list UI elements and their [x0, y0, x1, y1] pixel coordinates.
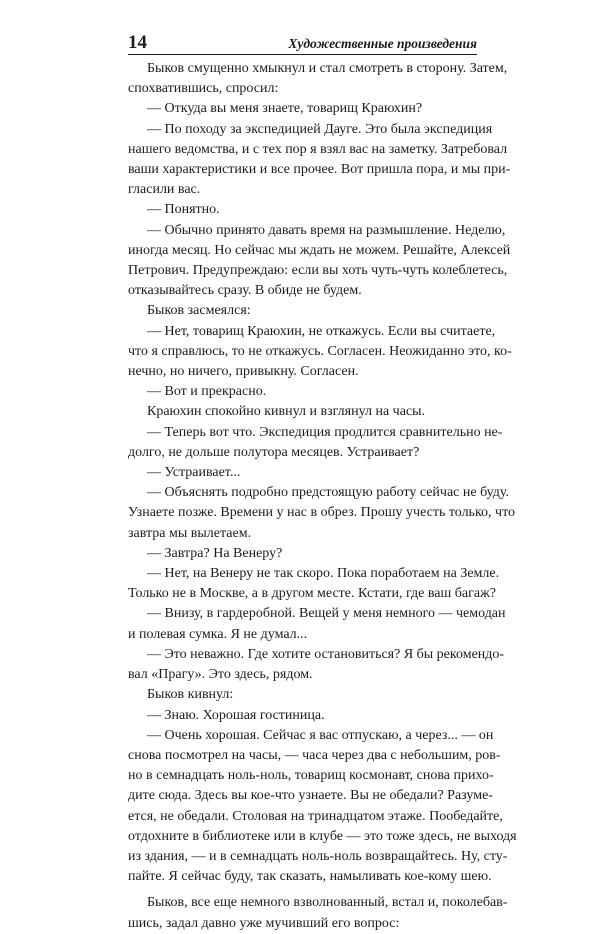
text-line: — Откуда вы меня знаете, товарищ Краюхин? [147, 101, 423, 117]
text-line: завтра мы вылетаем. [128, 525, 252, 541]
text-line: ется, не обедали. Столовая на тринадцатом этаже. Пообедайте, [128, 808, 503, 824]
text-line: из здания, — и в семнадцать ноль-ноль возвращайтесь. Ну, сту- [128, 848, 508, 864]
text-line: — Завтра? На Венеру? [147, 545, 283, 561]
page-number: 14 [128, 32, 147, 53]
text-line: Краюхин спокойно кивнул и взглянул на часы. [147, 404, 426, 420]
text-line: но в семнадцать ноль-ноль, товарищ космонавт, снова прихо- [128, 768, 494, 784]
text-line: — Понятно. [147, 202, 220, 218]
text-line: спохватившись, спросил: [128, 81, 279, 97]
text-line: — Теперь вот что. Экспедиция продлится сравнительно не- [147, 424, 503, 440]
text-line: — Это неважно. Где хотите остановиться? Я бы рекомендо- [147, 646, 505, 662]
text-line: Петрович. Предупреждаю: если вы хоть чуть-чуть колеблетесь, [128, 263, 508, 279]
text-line: вал «Прагу». Это здесь, рядом. [128, 667, 313, 683]
running-title: Художественные произведения [288, 36, 477, 51]
text-line: нечно, но ничего, привыкну. Согласен. [128, 364, 359, 380]
page-header [128, 32, 477, 55]
text-line: Только не в Москве, а в другом месте. Кстати, где ваш багаж? [128, 586, 496, 602]
text-line: долго, не дольше полутора месяцев. Устраивает? [128, 444, 420, 460]
text-line: — Нет, товарищ Краюхин, не откажусь. Если вы считаете, [147, 323, 496, 339]
text-line: Быков засмеялся: [147, 303, 251, 319]
text-line: шись, задал давно уже мучивший его вопрос: [128, 915, 400, 931]
body-text [128, 59, 517, 934]
text-line: — Внизу, в гардеробной. Вещей у меня немного — чемодан [147, 606, 506, 622]
text-line: ваши характеристики и все прочее. Вот пришла пора, и мы при- [128, 162, 511, 178]
text-line: Быков, все еще немного взволнованный, встал и, поколебав- [147, 895, 508, 911]
text-line: — Нет, на Венеру не так скоро. Пока поработаем на Земле. [147, 566, 500, 582]
text-line: и полевая сумка. Я не думал... [128, 626, 308, 642]
text-line: Узнаете позже. Времени у нас в обрез. Прошу учесть только, что [128, 505, 516, 521]
text-line: иногда месяц. Но сейчас мы ждать не можем. Решайте, Алексей [128, 242, 511, 258]
text-line: — Обычно принято давать время на размышление. Неделю, [147, 222, 506, 238]
text-line: — По походу за экспедицией Дауге. Это была экспедиция [147, 121, 493, 137]
text-line: что я справлюсь, то не откажусь. Согласен. Неожиданно это, ко- [128, 343, 512, 359]
text-line: — Устраивает... [147, 465, 241, 481]
text-line: гласили вас. [128, 182, 201, 198]
text-line: — Знаю. Хорошая гостиница. [147, 707, 325, 723]
text-line: снова посмотрел на часы, — часа через два с небольшим, ров- [128, 747, 501, 763]
text-line: пайте. Я сейчас буду, так сказать, намыливать кое-кому шею. [128, 869, 492, 885]
text-line: — Вот и прекрасно. [147, 384, 267, 400]
text-line: дите сюда. Здесь вы кое-что узнаете. Вы не обедали? Разуме- [128, 788, 493, 804]
text-line: Быков смущенно хмыкнул и стал смотреть в сторону. Затем, [147, 61, 508, 76]
text-line: нашего ведомства, и с тех пор я взял вас на заметку. Затребовал [128, 141, 508, 157]
text-line: отдохните в библиотеке или в клубе — это тоже здесь, не выходя [128, 828, 517, 844]
text-line: Быков кивнул: [147, 687, 234, 703]
text-line: — Очень хорошая. Сейчас я вас отпускаю, а через... — он [147, 727, 494, 743]
text-line: отказывайтесь сразу. В обиде не будем. [128, 283, 362, 299]
text-line: — Объяснять подробно предстоящую работу сейчас не буду. [147, 485, 510, 501]
